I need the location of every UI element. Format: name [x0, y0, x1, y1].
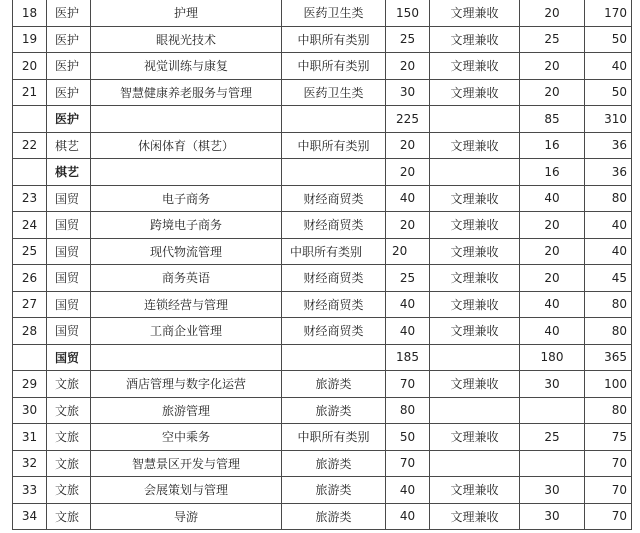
quota-a-cell: 25: [386, 265, 430, 292]
admission-mode-cell: 文理兼收: [430, 265, 520, 292]
quota-b-cell: 16: [520, 159, 585, 186]
major-name-cell: 电子商务: [91, 185, 282, 212]
subtotal-row: [13, 159, 632, 186]
table-row: [13, 477, 632, 504]
quota-a-cell: 80: [386, 397, 430, 424]
row-number-cell: 28: [13, 318, 47, 345]
quota-b-cell: 40: [520, 291, 585, 318]
total-cell: 80: [585, 291, 632, 318]
table-row: [13, 185, 632, 212]
department-cell: 医护: [47, 106, 91, 133]
department-cell: 文旅: [47, 424, 91, 451]
total-cell: 365: [585, 344, 632, 371]
major-name-cell: 连锁经营与管理: [91, 291, 282, 318]
table-row: [13, 238, 632, 265]
quota-a-cell: 20: [386, 132, 430, 159]
table-row: [13, 503, 632, 530]
eligible-category-cell: 中职所有类别: [282, 53, 386, 80]
total-cell: 40: [585, 238, 632, 265]
admission-mode-cell: 文理兼收: [430, 371, 520, 398]
admission-mode-cell: 文理兼收: [430, 318, 520, 345]
subtotal-row: [13, 344, 632, 371]
quota-a-cell: 25: [386, 26, 430, 53]
row-number-cell: 33: [13, 477, 47, 504]
eligible-category-cell: 医药卫生类: [282, 79, 386, 106]
row-number-cell: [13, 106, 47, 133]
eligible-category-cell: 财经商贸类: [282, 291, 386, 318]
eligible-category-cell: [282, 159, 386, 186]
major-name-cell: 酒店管理与数字化运营: [91, 371, 282, 398]
admission-mode-cell: [430, 344, 520, 371]
admission-mode-cell: 文理兼收: [430, 0, 520, 26]
major-name-cell: [91, 159, 282, 186]
quota-b-cell: 20: [520, 79, 585, 106]
quota-b-cell: 16: [520, 132, 585, 159]
quota-b-cell: 85: [520, 106, 585, 133]
eligible-category-cell: 中职所有类别: [282, 424, 386, 451]
subtotal-row: [13, 106, 632, 133]
department-cell: 医护: [47, 26, 91, 53]
major-name-cell: 智慧健康养老服务与管理: [91, 79, 282, 106]
department-cell: 棋艺: [47, 159, 91, 186]
major-name-cell: 工商企业管理: [91, 318, 282, 345]
major-name-cell: 智慧景区开发与管理: [91, 450, 282, 477]
quota-b-cell: 20: [520, 265, 585, 292]
quota-a-cell: 20: [386, 238, 430, 265]
quota-a-cell: 20: [386, 53, 430, 80]
department-cell: 国贸: [47, 238, 91, 265]
quota-b-cell: 25: [520, 26, 585, 53]
table-row: [13, 212, 632, 239]
total-cell: 80: [585, 318, 632, 345]
admission-mode-cell: 文理兼收: [430, 291, 520, 318]
major-name-cell: 现代物流管理: [91, 238, 282, 265]
department-cell: 国贸: [47, 265, 91, 292]
department-cell: 文旅: [47, 477, 91, 504]
eligible-category-cell: 财经商贸类: [282, 185, 386, 212]
admission-mode-cell: 文理兼收: [430, 79, 520, 106]
table-row: [13, 0, 632, 26]
eligible-category-cell: 旅游类: [282, 450, 386, 477]
department-cell: 国贸: [47, 185, 91, 212]
total-cell: 80: [585, 397, 632, 424]
admission-mode-cell: 文理兼收: [430, 132, 520, 159]
department-cell: 文旅: [47, 450, 91, 477]
eligible-category-cell: 旅游类: [282, 477, 386, 504]
admission-mode-cell: [430, 397, 520, 424]
total-cell: 40: [585, 53, 632, 80]
quota-a-cell: 70: [386, 450, 430, 477]
quota-a-cell: 225: [386, 106, 430, 133]
eligible-category-cell: 中职所有类别: [282, 238, 386, 265]
department-cell: 医护: [47, 53, 91, 80]
major-name-cell: 视觉训练与康复: [91, 53, 282, 80]
row-number-cell: 26: [13, 265, 47, 292]
department-cell: 医护: [47, 79, 91, 106]
table-row: [13, 371, 632, 398]
department-cell: 医护: [47, 0, 91, 26]
quota-a-cell: 70: [386, 371, 430, 398]
total-cell: 80: [585, 185, 632, 212]
quota-b-cell: 40: [520, 318, 585, 345]
admission-mode-cell: 文理兼收: [430, 185, 520, 212]
total-cell: 36: [585, 132, 632, 159]
quota-a-cell: 40: [386, 477, 430, 504]
department-cell: 国贸: [47, 291, 91, 318]
row-number-cell: 19: [13, 26, 47, 53]
row-number-cell: 27: [13, 291, 47, 318]
total-cell: 40: [585, 212, 632, 239]
quota-a-cell: 40: [386, 318, 430, 345]
eligible-category-cell: 旅游类: [282, 371, 386, 398]
quota-b-cell: 20: [520, 212, 585, 239]
table-row: [13, 397, 632, 424]
major-name-cell: 商务英语: [91, 265, 282, 292]
total-cell: 50: [585, 26, 632, 53]
major-name-cell: 旅游管理: [91, 397, 282, 424]
major-name-cell: 休闲体育（棋艺）: [91, 132, 282, 159]
row-number-cell: 24: [13, 212, 47, 239]
eligible-category-cell: [282, 344, 386, 371]
quota-b-cell: 30: [520, 371, 585, 398]
quota-b-cell: 180: [520, 344, 585, 371]
admission-mode-cell: [430, 106, 520, 133]
total-cell: 70: [585, 477, 632, 504]
total-cell: 36: [585, 159, 632, 186]
table-row: [13, 53, 632, 80]
row-number-cell: 20: [13, 53, 47, 80]
quota-b-cell: [520, 450, 585, 477]
eligible-category-cell: 旅游类: [282, 503, 386, 530]
quota-a-cell: 40: [386, 291, 430, 318]
quota-b-cell: 20: [520, 0, 585, 26]
quota-b-cell: 30: [520, 503, 585, 530]
enrollment-table: [12, 0, 632, 530]
table-row: [13, 291, 632, 318]
row-number-cell: 31: [13, 424, 47, 451]
eligible-category-cell: 财经商贸类: [282, 318, 386, 345]
major-name-cell: 眼视光技术: [91, 26, 282, 53]
major-name-cell: [91, 344, 282, 371]
quota-b-cell: 20: [520, 53, 585, 80]
admission-mode-cell: 文理兼收: [430, 53, 520, 80]
major-name-cell: 护理: [91, 0, 282, 26]
admission-mode-cell: [430, 450, 520, 477]
total-cell: 75: [585, 424, 632, 451]
row-number-cell: 18: [13, 0, 47, 26]
row-number-cell: [13, 344, 47, 371]
table-row: [13, 424, 632, 451]
row-number-cell: 22: [13, 132, 47, 159]
department-cell: 国贸: [47, 344, 91, 371]
eligible-category-cell: 财经商贸类: [282, 212, 386, 239]
row-number-cell: [13, 159, 47, 186]
department-cell: 国贸: [47, 318, 91, 345]
total-cell: 310: [585, 106, 632, 133]
row-number-cell: 30: [13, 397, 47, 424]
admission-mode-cell: 文理兼收: [430, 477, 520, 504]
table-row: [13, 26, 632, 53]
major-name-cell: [91, 106, 282, 133]
eligible-category-cell: 中职所有类别: [282, 132, 386, 159]
quota-b-cell: 25: [520, 424, 585, 451]
department-cell: 国贸: [47, 212, 91, 239]
quota-b-cell: 30: [520, 477, 585, 504]
row-number-cell: 29: [13, 371, 47, 398]
department-cell: 棋艺: [47, 132, 91, 159]
table-row: [13, 265, 632, 292]
admission-mode-cell: 文理兼收: [430, 26, 520, 53]
row-number-cell: 34: [13, 503, 47, 530]
major-name-cell: 跨境电子商务: [91, 212, 282, 239]
eligible-category-cell: [282, 106, 386, 133]
row-number-cell: 25: [13, 238, 47, 265]
department-cell: 文旅: [47, 503, 91, 530]
eligible-category-cell: 中职所有类别: [282, 26, 386, 53]
table-body: [13, 0, 632, 530]
quota-a-cell: 40: [386, 185, 430, 212]
major-name-cell: 导游: [91, 503, 282, 530]
admission-mode-cell: 文理兼收: [430, 424, 520, 451]
table-row: [13, 79, 632, 106]
total-cell: 170: [585, 0, 632, 26]
table-row: [13, 450, 632, 477]
admission-mode-cell: [430, 159, 520, 186]
row-number-cell: 32: [13, 450, 47, 477]
quota-b-cell: 40: [520, 185, 585, 212]
major-name-cell: 会展策划与管理: [91, 477, 282, 504]
major-name-cell: 空中乘务: [91, 424, 282, 451]
table-row: [13, 318, 632, 345]
department-cell: 文旅: [47, 371, 91, 398]
eligible-category-cell: 旅游类: [282, 397, 386, 424]
total-cell: 45: [585, 265, 632, 292]
table-row: [13, 132, 632, 159]
admission-mode-cell: 文理兼收: [430, 503, 520, 530]
admission-mode-cell: 文理兼收: [430, 238, 520, 265]
total-cell: 100: [585, 371, 632, 398]
total-cell: 50: [585, 79, 632, 106]
quota-a-cell: 50: [386, 424, 430, 451]
quota-a-cell: 185: [386, 344, 430, 371]
row-number-cell: 21: [13, 79, 47, 106]
quota-a-cell: 20: [386, 212, 430, 239]
quota-a-cell: 30: [386, 79, 430, 106]
total-cell: 70: [585, 503, 632, 530]
quota-a-cell: 150: [386, 0, 430, 26]
total-cell: 70: [585, 450, 632, 477]
quota-b-cell: [520, 397, 585, 424]
quota-b-cell: 20: [520, 238, 585, 265]
eligible-category-cell: 医药卫生类: [282, 0, 386, 26]
department-cell: 文旅: [47, 397, 91, 424]
admission-mode-cell: 文理兼收: [430, 212, 520, 239]
quota-a-cell: 40: [386, 503, 430, 530]
eligible-category-cell: 财经商贸类: [282, 265, 386, 292]
quota-a-cell: 20: [386, 159, 430, 186]
row-number-cell: 23: [13, 185, 47, 212]
